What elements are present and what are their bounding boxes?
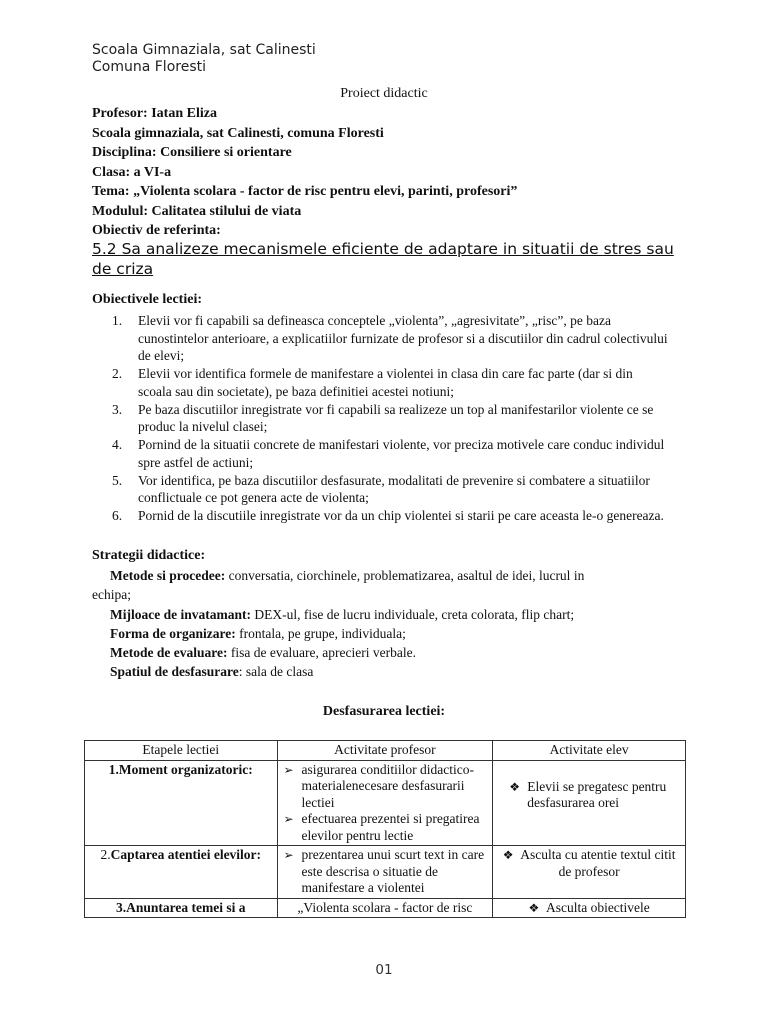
list-item: 5. Vor identifica, pe baza discutiilor desfasurate, modalitati de prevenire si combatere a situatiilor conflictuale ce pot genera acte de violenta; [112,472,650,505]
strategies-block [92,566,682,682]
lesson-objectives-heading: Obiectivele lectiei: [92,292,202,307]
arrow-bullet-icon: ➢ [283,762,294,777]
strategy-methods: Metode si procedee: conversatia, ciorchinele, problematizarea, asaltul de idei, lucrul in [110,568,585,583]
list-item: ➢ prezentarea unui scurt text in care este descrisa o situatie de manifestare a violentei [283,847,485,895]
strategy-evaluation: Metode de evaluare: fisa de evaluare, aprecieri verbale. [110,645,416,661]
list-item: 6. Pornid de la discutiile inregistrate vor da un chip violentei si starii pe care aceasta le-o genereaza. [112,508,664,523]
list-item: 4. Pornind de la situatii concrete de manifestari violente, vor preciza motivele care conduc individul spre astfel de actiuni; [112,437,665,470]
header-line-school: Scoala Gimnaziala, sat Calinesti [92,42,316,58]
student-activity-cell: ❖ Asculta obiectivele [493,898,686,918]
lesson-objectives-list [108,312,668,525]
table-row [85,898,686,918]
school-header [92,42,316,76]
info-school: Scoala gimnaziala, sat Calinesti, comuna Floresti [92,125,384,141]
stage-cell: 2.Captarea atentiei elevilor: [85,846,278,899]
table-header-row [85,741,686,761]
page-number: 01 [375,962,393,978]
info-teacher: Profesor: Iatan Eliza [92,106,217,121]
header-line-commune: Comuna Floresti [92,59,206,75]
diamond-bullet-icon: ❖ [528,900,540,915]
reference-objective: 5.2 Sa analizeze mecanismele eficiente de adaptare in situatii de stres sau de criza [92,240,674,278]
strategy-space: Spatiul de desfasurare: sala de clasa [110,664,314,680]
diamond-bullet-icon: ❖ [502,848,514,862]
strategy-organization: Forma de organizare: frontala, pe grupe, individuala; [110,625,406,641]
strategies-heading: Strategii didactice: [92,548,206,563]
info-discipline: Disciplina: Consiliere si orientare [92,145,292,160]
teacher-activity-cell: „Violenta scolara - factor de risc [277,898,493,918]
list-item: 2. Elevii vor identifica formele de manifestare a violentei in clasa din care fac parte (dar si din scoala sau din societate), pe baza definitiei acestei notiuni; [112,366,633,399]
list-item: ➢ efectuarea prezentei si pregatirea elevilor pentru lectie [283,811,480,843]
lesson-flow-title: Desfasurarea lectiei: [322,704,446,719]
column-header-teacher: Activitate profesor [277,741,493,761]
strategy-methods-cont: echipa; [92,587,131,603]
project-title: Proiect didactic [340,86,428,101]
arrow-bullet-icon: ➢ [283,812,294,826]
list-item: ❖ Asculta cu atentie textul citit de profesor [502,847,676,879]
list-item: 1. Elevii vor fi capabili sa defineasca conceptele „violenta”, „agresivitate”, „risc”, pe baza cunostintelor anterioare, a explicatiilor furnizate de profesor si a discutiilor din cadrul colectivului de elevi; [112,313,668,363]
student-activity-cell [493,760,686,846]
lesson-flow-table [84,740,686,918]
info-objective-label: Obiectiv de referinta: [92,223,221,238]
teacher-activity-cell [277,760,493,846]
strategy-means: Mijloace de invatamant: DEX-ul, fise de lucru individuale, creta colorata, flip chart; [110,606,575,622]
table-row [85,846,686,899]
project-info [92,104,692,241]
column-header-stages: Etapele lectiei [85,741,278,761]
list-item: ➢ asigurarea conditiilor didactico-materialenecesare desfasurarii lectiei [283,761,474,810]
diamond-bullet-icon: ❖ [509,779,520,794]
column-header-student: Activitate elev [493,741,686,761]
info-class: Clasa: a VI-a [92,164,172,180]
teacher-activity-cell [277,846,493,899]
stage-cell: 3.Anuntarea temei si a [85,898,278,918]
table-row [85,760,686,846]
arrow-bullet-icon: ➢ [283,848,294,862]
info-theme: Tema: „Violenta scolara - factor de risc pentru elevi, parinti, profesori” [92,184,518,199]
stage-cell: 1.Moment organizatoric: [85,760,278,846]
student-activity-cell [493,846,686,899]
list-item: 3. Pe baza discutiilor inregistrate vor fi capabili sa realizeze un top al manifestarilor violente ce se produc la nivelul clasei; [112,401,654,434]
list-item: ❖ Elevii se pregatesc pentru desfasurarea orei [509,778,667,810]
info-module: Modulul: Calitatea stilului de viata [92,203,302,219]
